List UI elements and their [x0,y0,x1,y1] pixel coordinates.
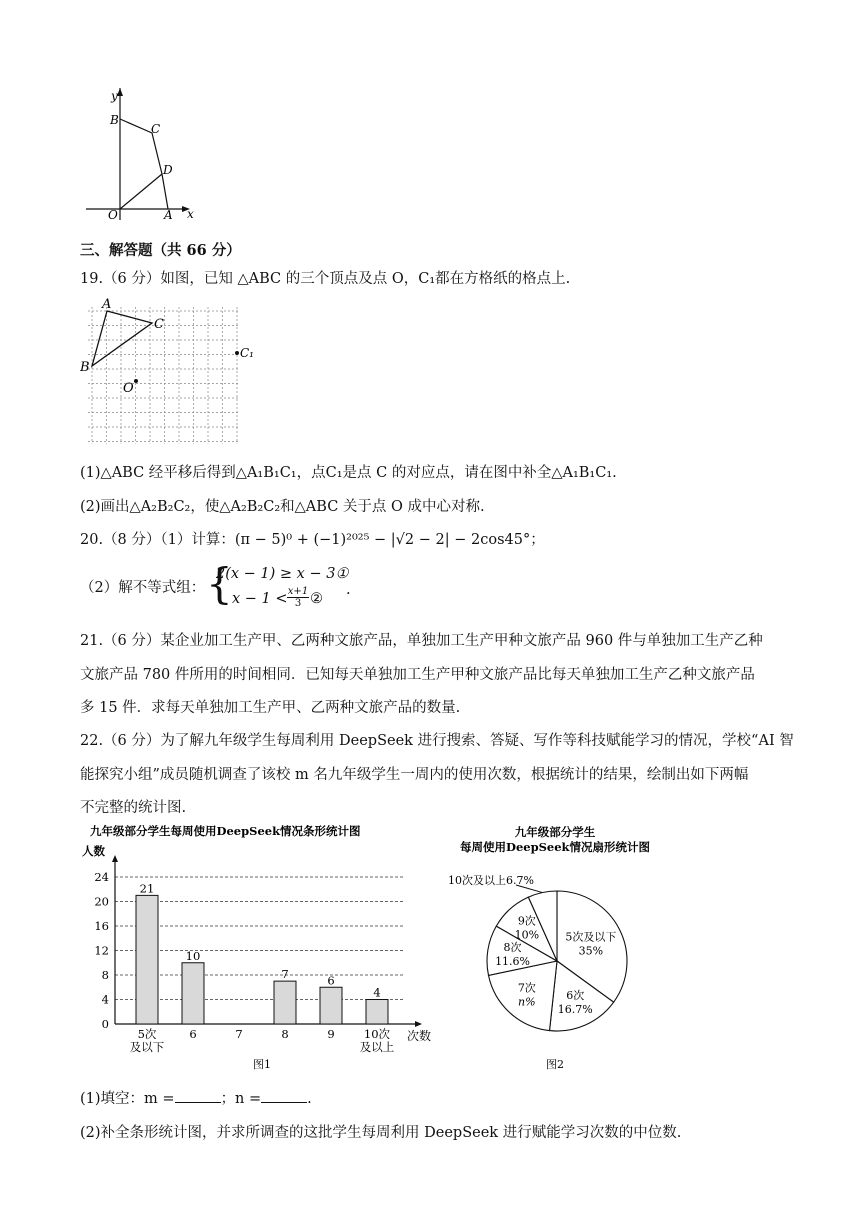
bar-chart [80,822,450,1072]
answer-blank-m[interactable] [175,1088,221,1103]
pie-title-line2: 每周使用DeepSeek情况扇形统计图 [459,840,651,854]
y-tick-label: 0 [101,1017,109,1031]
q21-line2: 文旅产品 780 件所用的时间相同．已知每天单独加工生产甲种文旅产品比每天单独加工生产乙种文旅产品 [80,667,755,683]
pie-slice-value: 11.6% [495,954,531,968]
bar-chart-ylabel: 人数 [82,844,105,858]
pie-chart [430,822,680,1072]
point-a-label: A [164,208,173,222]
y-tick-label: 20 [94,894,109,909]
bar-value-label: 7 [281,967,289,982]
q22-part1-b: ；n = [220,1091,262,1107]
y-tick-label: 16 [94,919,109,933]
y-axis-arrow [112,855,118,862]
x-tick-label: 6 [189,1027,197,1041]
system-brace: { [206,559,233,608]
bar [274,981,296,1024]
q20-end: . [346,582,351,598]
q22-line1: 22.（6 分）为了解九年级学生每周利用 DeepSeek 进行搜索、答疑、写作等科技赋能学习的情况，学校“AI 智 [80,733,794,749]
point-b-label: B [110,113,119,127]
pie-slice-label: 9次 [517,914,536,928]
q19-grid-figure [80,296,260,456]
bar-value-label: 6 [327,973,335,988]
x-tick-label: 及以下 [129,1040,165,1054]
coordinate-figure [80,86,210,226]
x-tick-label: 8 [281,1027,289,1041]
x-tick-label: 9 [327,1027,335,1041]
y-axis-label: y [111,89,118,103]
inequality-1: 2(x − 1) ≥ x − 3① [216,566,349,582]
q20-part1: 20.（8 分）（1）计算：(π − 5)⁰ + (−1)²⁰²⁵ − |√2 − 2| − 2cos45°； [80,532,545,548]
pie-title-line1: 九年级部分学生 [514,825,596,839]
grid-label-c1: C₁ [240,346,254,360]
q21-line1: 21.（6 分）某企业加工生产甲、乙两种文旅产品，单独加工生产甲种文旅产品 960 件与单独加工生产乙种 [80,633,763,649]
x-axis-arrow [415,1021,422,1027]
origin-label: O [108,208,118,222]
bar-chart-xlabel: 次数 [407,1029,432,1043]
pie-slice-label: 8次 [503,940,522,954]
q22-line2: 能探究小组”成员随机调查了该校 m 名九年级学生一周内的使用次数，根据统计的结果，绘制出如下两幅 [80,767,749,783]
grid-label-a: A [102,297,112,312]
grid-label-c: C [154,317,164,332]
pie-caption: 图2 [546,1058,564,1071]
y-tick-label: 12 [94,943,109,958]
bar-value-label: 10 [185,948,201,963]
bar [366,1000,388,1025]
inequality-2-left: x − 1 < [232,591,288,607]
point-d-label: D [163,163,173,177]
grid-label-o: O [123,381,134,396]
bar [320,987,342,1024]
pie-callout: 10次及以上6.7% [448,874,534,887]
bar [182,963,204,1024]
q22-part2: (2)补全条形统计图，并求所调查的这批学生每周利用 DeepSeek 进行赋能学习次数的中位数. [80,1125,682,1141]
q22-part1-a: (1)填空：m = [80,1091,175,1107]
q21-line3: 多 15 件．求每天单独加工生产甲、乙两种文旅产品的数量. [80,700,461,716]
inequality-2-mark: ② [310,591,323,607]
x-axis-label: x [187,207,194,221]
bar-value-label: 21 [139,881,155,896]
q22-line3: 不完整的统计图. [80,800,187,816]
q19-part1: (1)△ABC 经平移后得到△A₁B₁C₁，点C₁是点 C 的对应点，请在图中补全△A₁B₁C₁. [80,465,617,481]
x-tick-label: 5次 [137,1027,157,1041]
y-tick-label: 4 [101,992,109,1007]
bar-chart-title: 九年级部分学生每周使用DeepSeek情况条形统计图 [90,824,361,838]
x-tick-label: 10次 [363,1027,391,1041]
fraction-numerator: x+1 [287,586,309,597]
pie-slice-label: 5次及以下 [565,930,617,944]
pie-slice-value: 16.7% [557,1003,593,1017]
section-heading: 三、解答题（共 66 分） [80,242,241,259]
bar [136,895,158,1024]
answer-blank-n[interactable] [261,1088,307,1103]
q19-stem: 19.（6 分）如图，已知 △ABC 的三个顶点及点 O，C₁都在方格纸的格点上. [80,271,571,287]
pie-slice-value: 10% [514,928,540,942]
point-c-label: C [151,122,161,136]
bar-chart-caption: 图1 [253,1058,271,1071]
fraction-denominator: 3 [294,598,302,609]
bar-value-label: 4 [373,985,381,1000]
q22-part1-c: . [307,1091,312,1107]
inequality-2-fraction [287,586,309,609]
x-tick-label: 及以上 [359,1040,395,1054]
q20-part2-label: （2）解不等式组： [80,580,206,596]
q22-part1 [80,1088,312,1110]
y-tick-label: 24 [94,870,109,884]
x-tick-label: 7 [235,1027,243,1041]
pie-slice-value: n% [518,995,536,1009]
pie-slice-value: 35% [578,944,604,958]
q19-part2: (2)画出△A₂B₂C₂，使△A₂B₂C₂和△ABC 关于点 O 成中心对称. [80,499,485,515]
pie-slice-label: 6次 [566,989,585,1003]
pie-slice-label: 7次 [517,981,536,995]
y-tick-label: 8 [101,968,109,982]
grid-label-b: B [80,360,90,375]
